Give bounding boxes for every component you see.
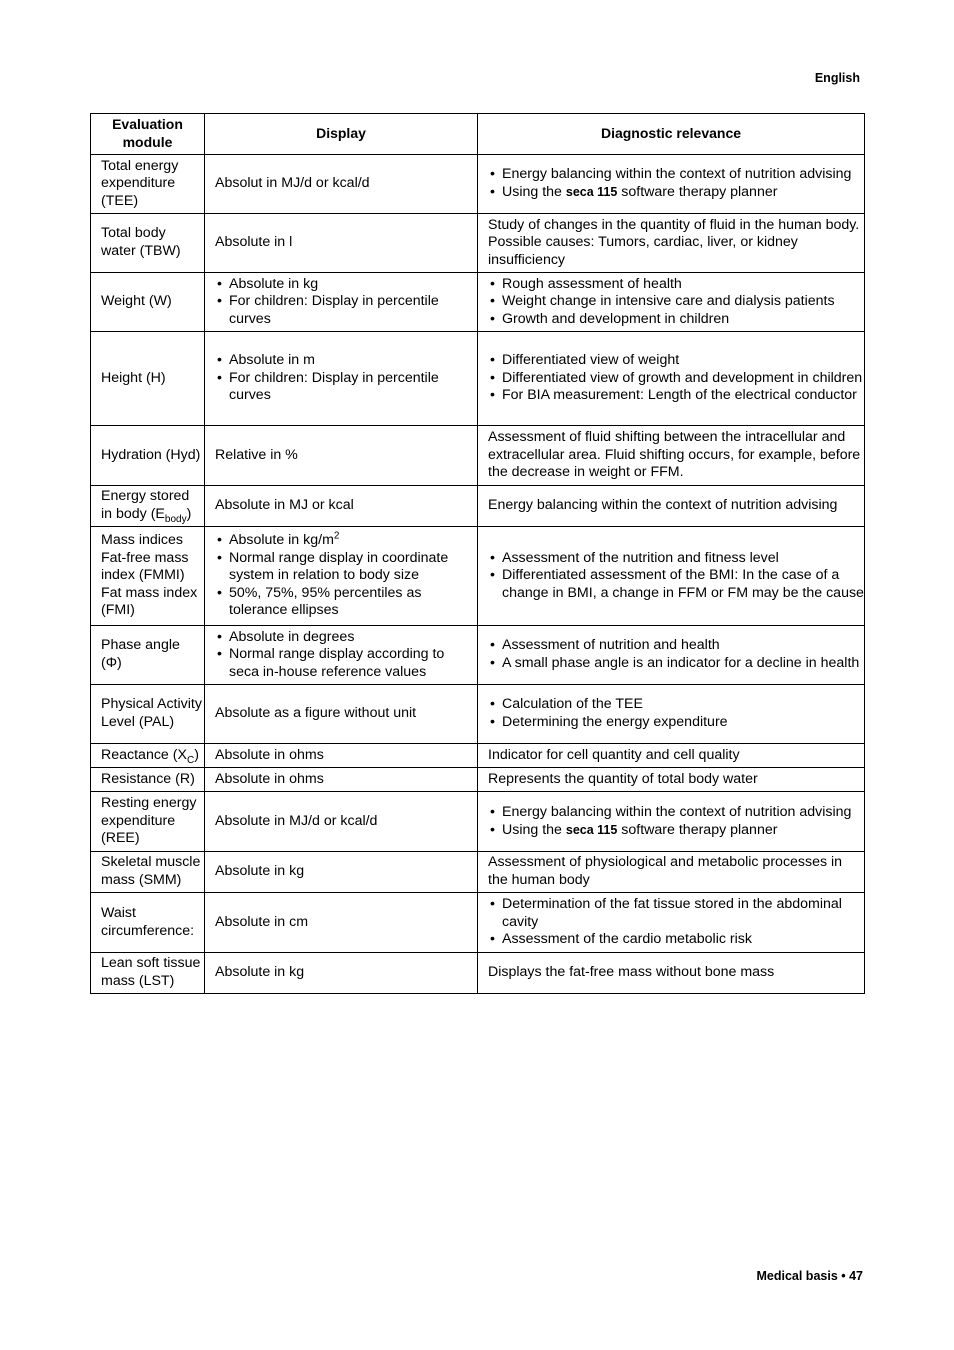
relevance-cell: Assessment of fluid shifting between the intracellular and extracellular area. Fluid shifting occurs, for example, before the decrease in weight or FFM.	[478, 426, 865, 486]
table-row	[91, 155, 865, 214]
table-row	[91, 685, 865, 744]
list-item: • For BIA measurement: Length of the electrical conductor	[488, 387, 864, 405]
relevance-list	[488, 166, 864, 201]
list-item: • For children: Display in percentile curves	[215, 370, 477, 405]
display-list	[215, 532, 477, 620]
table-row	[91, 768, 865, 792]
list-item: • 50%, 75%, 95% percentiles as tolerance ellipses	[215, 585, 477, 620]
evaluation-modules-table	[90, 113, 865, 994]
relevance-cell	[478, 332, 865, 426]
relevance-list	[488, 352, 864, 405]
relevance-cell: Indicator for cell quantity and cell quality	[478, 744, 865, 768]
relevance-cell	[478, 685, 865, 744]
table-row	[91, 527, 865, 626]
list-item: • Using the seca 115 software therapy planner	[488, 184, 864, 202]
list-item: • Determination of the fat tissue stored in the abdominal cavity	[488, 896, 864, 931]
list-item: • Energy balancing within the context of nutrition advising	[488, 804, 864, 822]
relevance-cell	[478, 626, 865, 685]
list-item: • Differentiated view of weight	[488, 352, 864, 370]
display-cell	[205, 626, 478, 685]
module-cell: Total body water (TBW)	[91, 214, 205, 273]
module-cell: Mass indices Fat-free mass index (FMMI) Fat mass index (FMI)	[91, 527, 205, 626]
table-row	[91, 953, 865, 994]
display-cell: Absolute in ohms	[205, 744, 478, 768]
list-item: • Assessment of the cardio metabolic risk	[488, 931, 864, 949]
table-row	[91, 332, 865, 426]
relevance-cell	[478, 527, 865, 626]
list-item: • Determining the energy expenditure	[488, 714, 864, 732]
relevance-cell: Represents the quantity of total body water	[478, 768, 865, 792]
product-name: seca 115	[565, 822, 618, 837]
list-item: • Absolute in degrees	[215, 629, 477, 647]
relevance-cell: Energy balancing within the context of nutrition advising	[478, 486, 865, 527]
display-cell: Absolute in kg	[205, 852, 478, 893]
table-row	[91, 486, 865, 527]
relevance-cell	[478, 792, 865, 852]
list-item: • For children: Display in percentile curves	[215, 293, 477, 328]
module-cell: Phase angle (Φ)	[91, 626, 205, 685]
table-row	[91, 744, 865, 768]
display-list	[215, 352, 477, 405]
relevance-cell: Displays the fat-free mass without bone mass	[478, 953, 865, 994]
column-header-display: Display	[205, 114, 478, 155]
table-row	[91, 893, 865, 953]
table-row	[91, 214, 865, 273]
display-cell	[205, 527, 478, 626]
display-list	[215, 629, 477, 682]
page-footer: Medical basis • 47	[756, 1269, 863, 1283]
display-cell: Absolut in MJ/d or kcal/d	[205, 155, 478, 214]
module-cell: Energy stored in body $(E_{body})$	[91, 486, 205, 527]
list-item: • Rough assessment of health	[488, 276, 864, 294]
column-header-module: Evaluation module	[91, 114, 205, 155]
list-item: • Assessment of nutrition and health	[488, 637, 864, 655]
display-list	[215, 276, 477, 329]
module-cell: Resistance (R)	[91, 768, 205, 792]
display-cell	[205, 332, 478, 426]
table-row	[91, 626, 865, 685]
list-item: • Normal range display according to seca in-house reference values	[215, 646, 477, 681]
table-row	[91, 852, 865, 893]
display-cell: Absolute as a figure without unit	[205, 685, 478, 744]
relevance-list	[488, 804, 864, 839]
display-cell: Absolute in MJ/d or kcal/d	[205, 792, 478, 852]
module-cell: Resting energy expenditure (REE)	[91, 792, 205, 852]
display-cell	[205, 273, 478, 332]
module-cell: Skeletal muscle mass (SMM)	[91, 852, 205, 893]
product-name: seca 115	[565, 185, 618, 199]
module-cell: Reactance $(X_C)$	[91, 744, 205, 768]
display-cell: Relative in %	[205, 426, 478, 486]
table-row	[91, 792, 865, 852]
list-item: • Energy balancing within the context of nutrition advising	[488, 166, 864, 184]
module-cell: Waist circumference:	[91, 893, 205, 953]
column-header-relevance: Diagnostic relevance	[478, 114, 865, 155]
display-cell: Absolute in l	[205, 214, 478, 273]
relevance-list	[488, 276, 864, 329]
relevance-list	[488, 696, 864, 731]
list-item: • A small phase angle is an indicator for a decline in health	[488, 655, 864, 673]
list-item: • Growth and development in children	[488, 311, 864, 329]
display-cell: Absolute in ohms	[205, 768, 478, 792]
list-item: • Absolute in kg	[215, 276, 477, 294]
list-item: • Differentiated view of growth and development in children	[488, 370, 864, 388]
list-item: • Calculation of the TEE	[488, 696, 864, 714]
module-cell: Total energy expenditure (TEE)	[91, 155, 205, 214]
display-cell: Absolute in kg	[205, 953, 478, 994]
module-cell: Hydration (Hyd)	[91, 426, 205, 486]
module-cell: Lean soft tissue mass (LST)	[91, 953, 205, 994]
table-row	[91, 426, 865, 486]
display-cell: Absolute in MJ or kcal	[205, 486, 478, 527]
relevance-list	[488, 637, 864, 672]
relevance-cell: Study of changes in the quantity of fluid in the human body. Possible causes: Tumors, cardiac, liver, or kidney insufficiency	[478, 214, 865, 273]
module-cell: Physical Activity Level (PAL)	[91, 685, 205, 744]
relevance-cell: Assessment of physiological and metabolic processes in the human body	[478, 852, 865, 893]
list-item: • Normal range display in coordinate system in relation to body size	[215, 550, 477, 585]
display-cell: Absolute in cm	[205, 893, 478, 953]
list-item: • Weight change in intensive care and dialysis patients	[488, 293, 864, 311]
table-header-row	[91, 114, 865, 155]
module-cell: Weight (W)	[91, 273, 205, 332]
list-item: • Absolute in $kg/m^2$	[215, 532, 477, 550]
relevance-cell	[478, 155, 865, 214]
relevance-list	[488, 550, 864, 603]
list-item: • Assessment of the nutrition and fitness level	[488, 550, 864, 568]
relevance-cell	[478, 273, 865, 332]
relevance-list	[488, 896, 864, 949]
module-cell: Height (H)	[91, 332, 205, 426]
list-item: • Using the seca 115 software therapy planner	[488, 822, 864, 840]
page-header-language: English	[814, 71, 860, 85]
relevance-cell	[478, 893, 865, 953]
list-item: • Absolute in m	[215, 352, 477, 370]
table-row	[91, 273, 865, 332]
list-item: • Differentiated assessment of the BMI: In the case of a change in BMI, a change in FFM or FM may be the cause	[488, 567, 864, 602]
